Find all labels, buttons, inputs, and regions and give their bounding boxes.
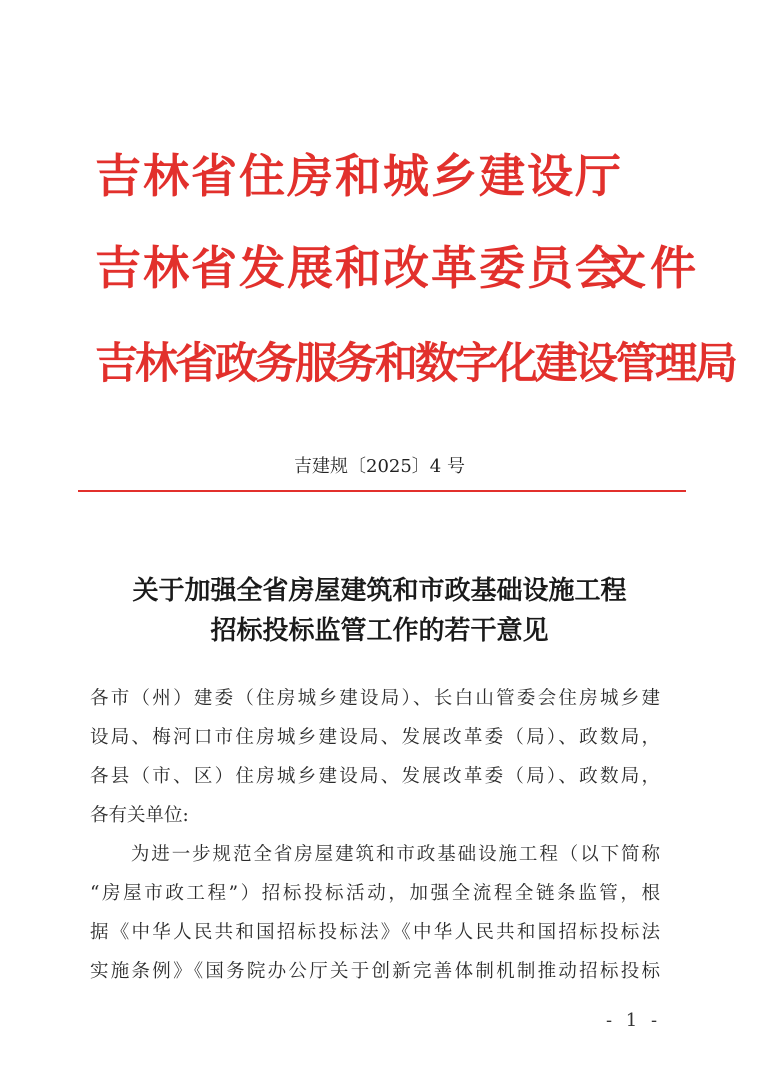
body-line: 实施条例》《国务院办公厅关于创新完善体制机制推动招标投标 xyxy=(90,961,660,982)
body-line: 设局、梅河口市住房城乡建设局、发展改革委（局）、政数局， xyxy=(90,727,660,748)
issuer-name-development-commission: 吉林省发展和改革委员会 xyxy=(95,241,623,295)
page-number: - 1 - xyxy=(606,1010,662,1031)
body-line: 各有关单位: xyxy=(90,805,189,826)
document-type-label: 文件 xyxy=(600,241,700,295)
document-title-line-2: 招标投标监管工作的若干意见 xyxy=(210,616,549,646)
red-divider-line xyxy=(78,490,686,492)
body-line: 各市（州）建委（住房城乡建设局）、长白山管委会住房城乡建 xyxy=(90,688,660,709)
body-line: 各县（市、区）住房城乡建设局、发展改革委（局）、政数局， xyxy=(90,766,660,787)
document-title-line-1: 关于加强全省房屋建筑和市政基础设施工程 xyxy=(132,576,627,606)
body-line: 为进一步规范全省房屋建筑和市政基础设施工程（以下简称 xyxy=(90,844,660,865)
body-line: “房屋市政工程”）招标投标活动，加强全流程全链条监管，根 xyxy=(90,883,660,904)
issuer-name-government-services-bureau: 吉林省政务服务和数字化建设管理局 xyxy=(95,339,735,389)
document-number: 吉建规〔2025〕4 号 xyxy=(294,456,465,477)
issuer-name-housing-dept: 吉林省住房和城乡建设厅 xyxy=(95,149,623,203)
body-line: 据《中华人民共和国招标投标法》《中华人民共和国招标投标法 xyxy=(90,922,660,943)
